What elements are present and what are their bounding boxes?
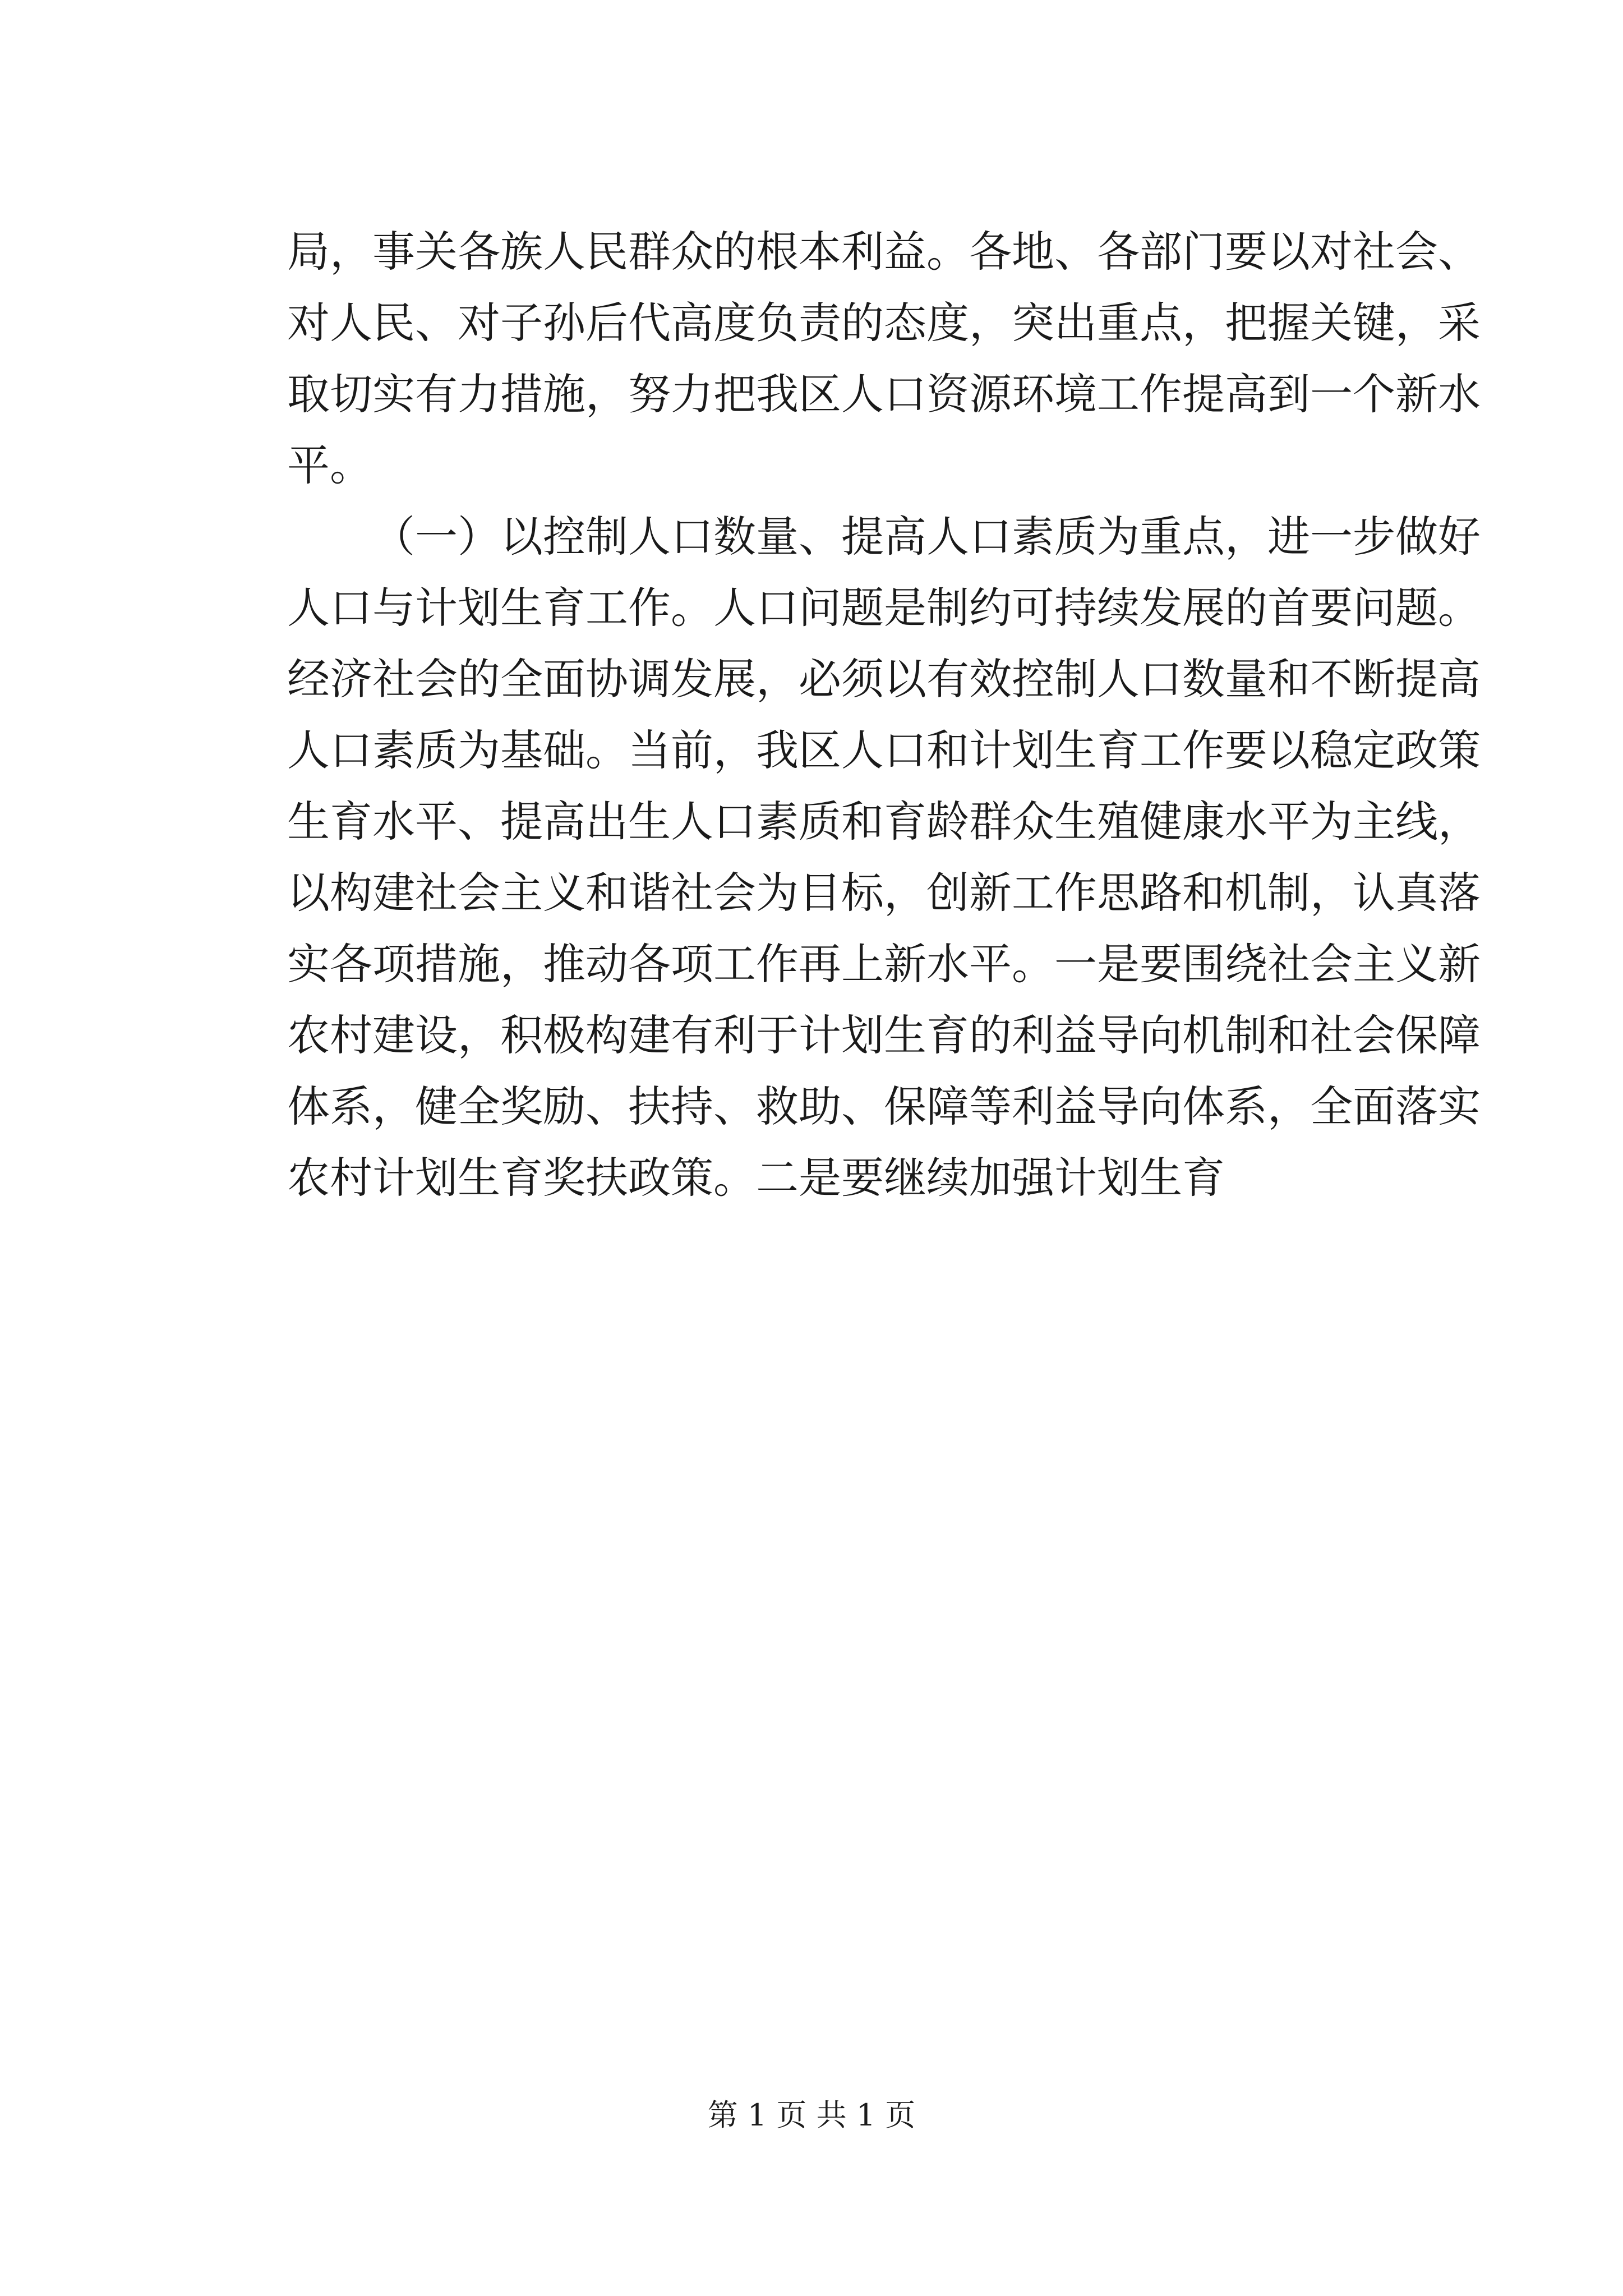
- text-line: 对人民、对子孙后代高度负责的态度，突出重点，把握关键，采: [287, 298, 1481, 348]
- text-line: 人口素质为基础。当前，我区人口和计划生育工作要以稳定政策: [287, 725, 1481, 775]
- page-footer: 第 1 页 共 1 页: [707, 2097, 916, 2133]
- text-line: 生育水平、提高出生人口素质和育龄群众生殖健康水平为主线，: [287, 797, 1481, 846]
- text-line: 平。: [287, 440, 372, 490]
- text-line: 农村计划生育奖扶政策。二是要继续加强计划生育: [287, 1153, 1225, 1203]
- text-line: 经济社会的全面协调发展，必须以有效控制人口数量和不断提高: [287, 654, 1481, 704]
- text-line: 农村建设，积极构建有利于计划生育的利益导向机制和社会保障: [287, 1010, 1481, 1060]
- text-line: 取切实有力措施，努力把我区人口资源环境工作提高到一个新水: [287, 369, 1481, 419]
- text-line: 人口与计划生育工作。人口问题是制约可持续发展的首要问题。: [287, 583, 1481, 633]
- text-line: 实各项措施，推动各项工作再上新水平。一是要围绕社会主义新: [287, 939, 1481, 989]
- text-line: 以构建社会主义和谐社会为目标，创新工作思路和机制，认真落: [287, 868, 1481, 918]
- text-line-paragraph-start: （一）以控制人口数量、提高人口素质为重点，进一步做好: [372, 512, 1481, 562]
- document-body: [287, 216, 1481, 1213]
- text-line: 局，事关各族人民群众的根本利益。各地、各部门要以对社会、: [287, 227, 1481, 277]
- text-line: 体系，健全奖励、扶持、救助、保障等利益导向体系，全面落实: [287, 1082, 1481, 1131]
